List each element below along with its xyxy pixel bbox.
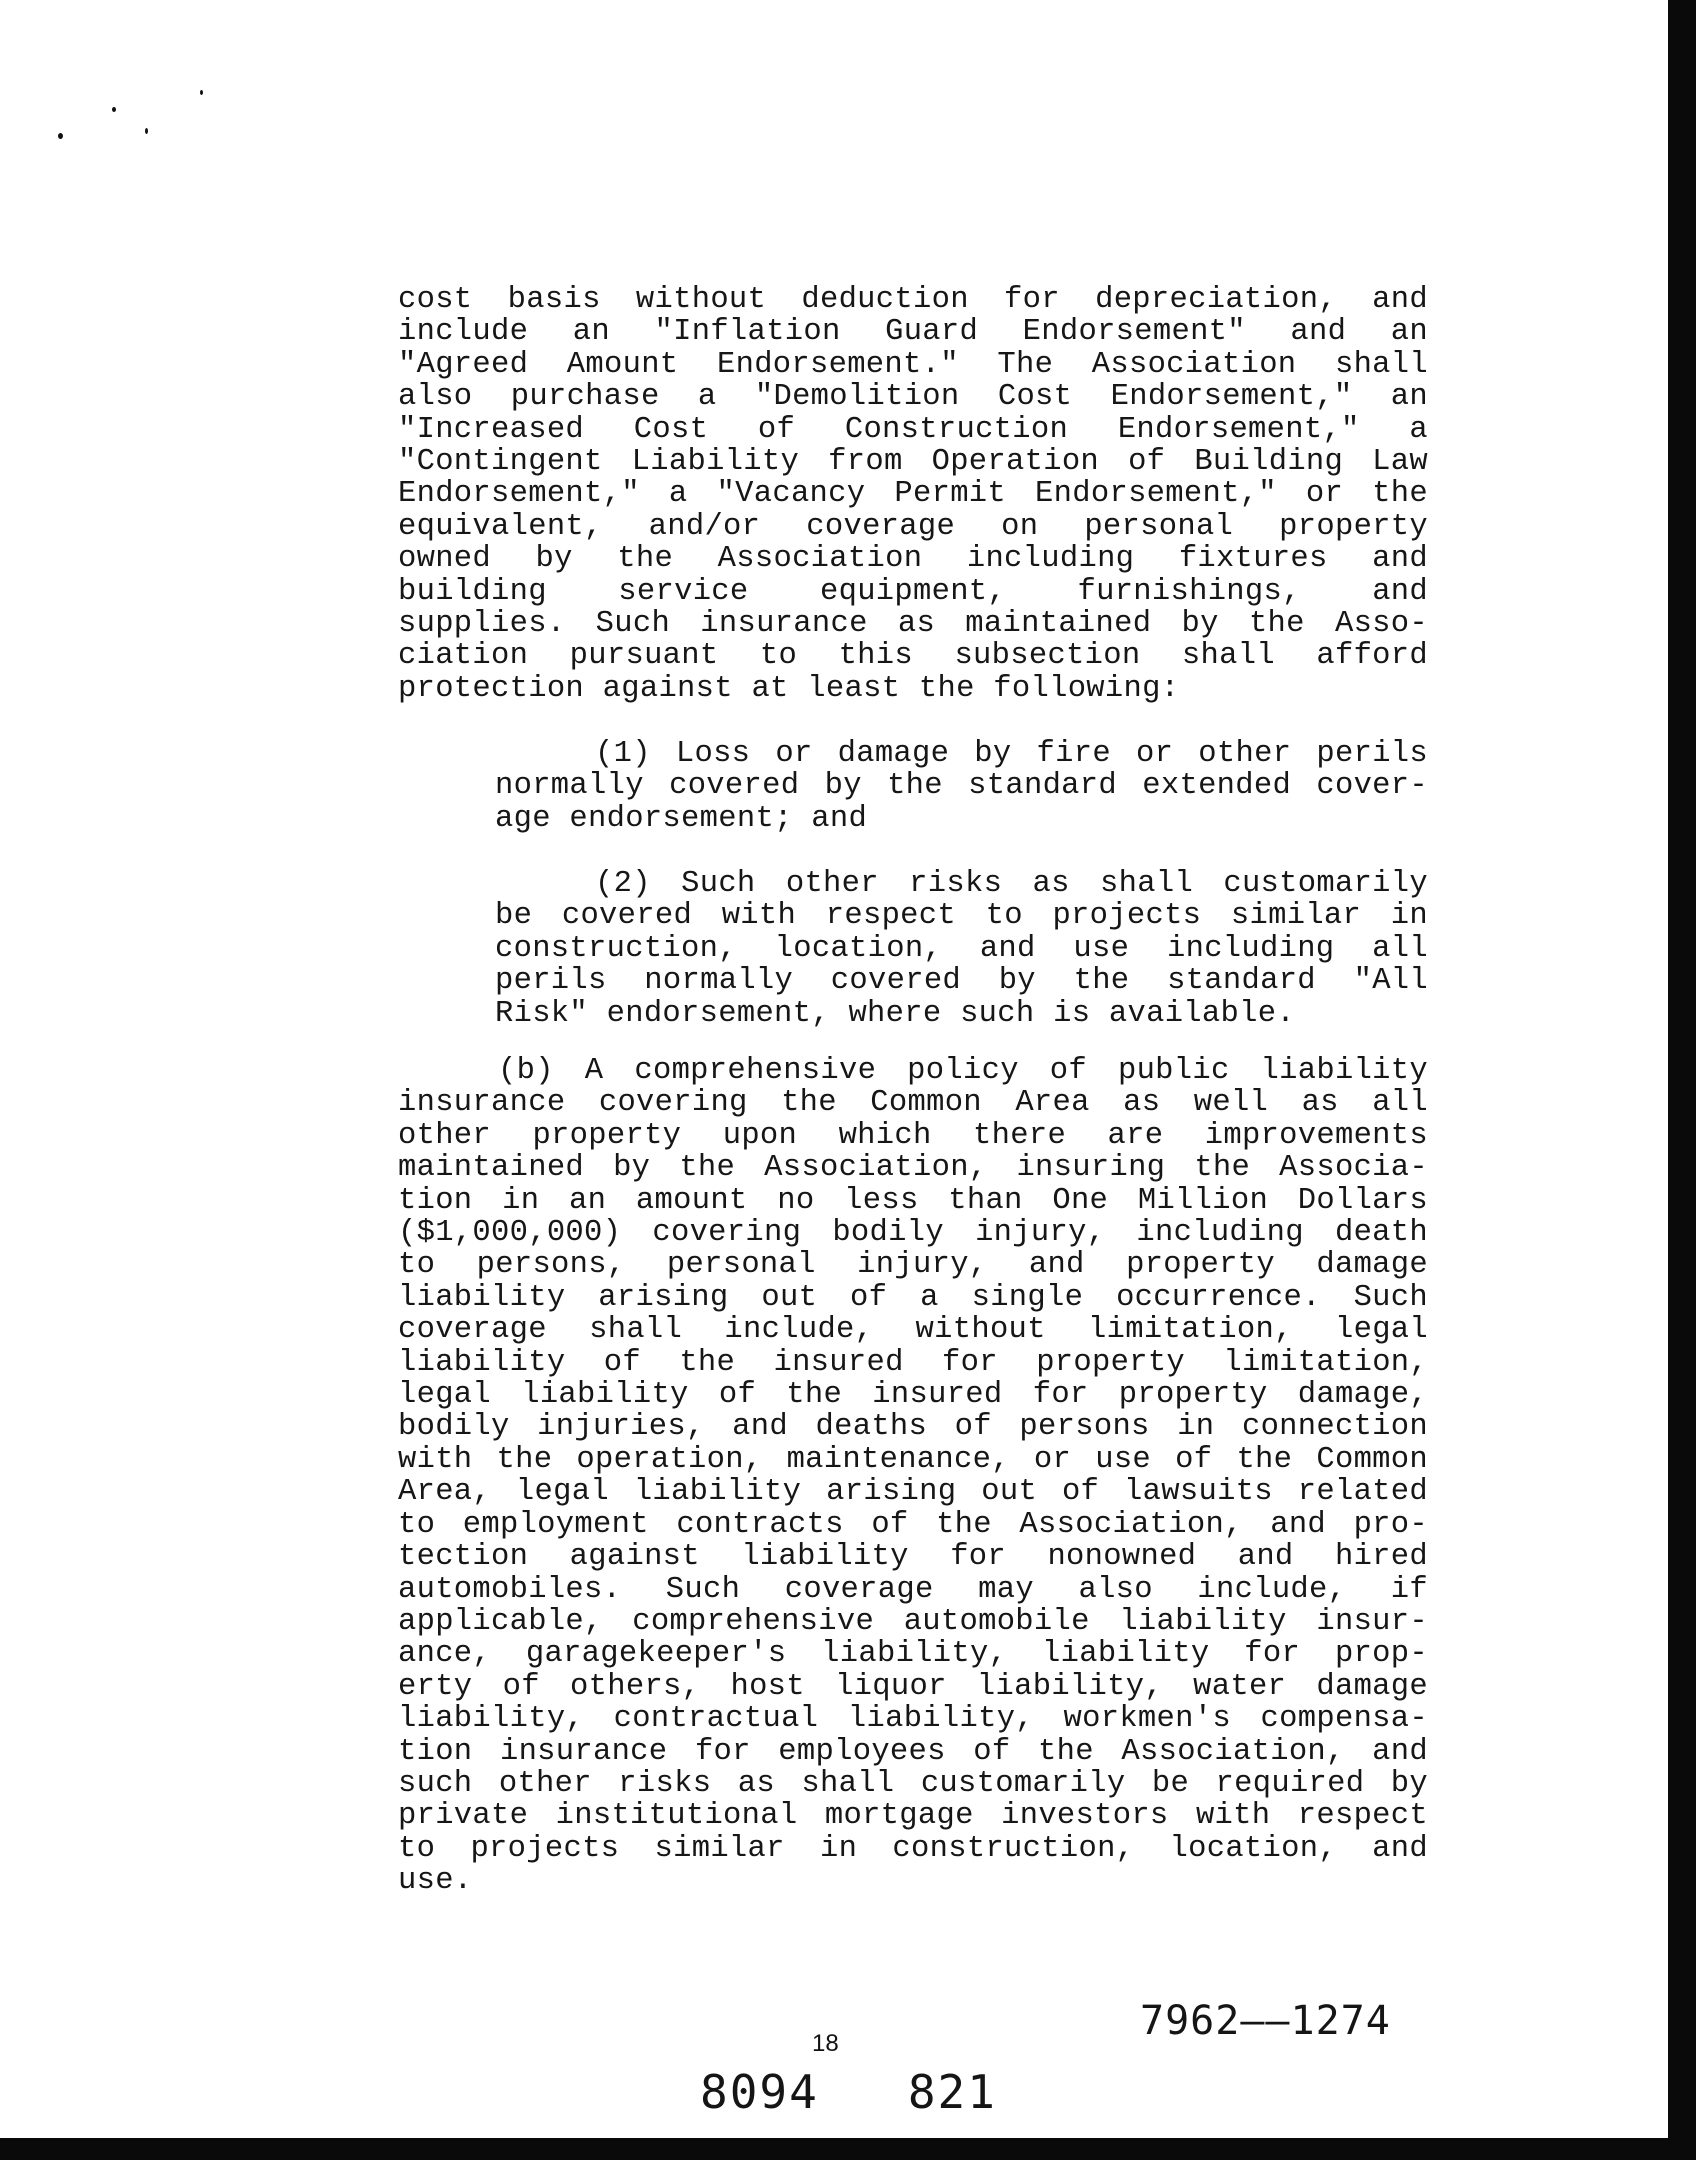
text-line: ciation pursuant to this subsection shall afford — [398, 639, 1428, 674]
text-line: supplies. Such insurance as maintained by the Asso- — [398, 607, 1428, 642]
text-line: erty of others, host liquor liability, water damage — [398, 1669, 1428, 1704]
scan-speck — [112, 107, 116, 112]
list-item-1 — [495, 738, 1428, 835]
text-line: perils normally covered by the standard "All — [495, 964, 1428, 999]
page-number: 18 — [812, 2030, 839, 2057]
text-line: equivalent, and/or coverage on personal property — [398, 509, 1428, 544]
text-line: "Contingent Liability from Operation of Building Law — [398, 445, 1428, 480]
text-line: to projects similar in construction, location, and — [398, 1831, 1428, 1866]
text-line: include an "Inflation Guard Endorsement" and an — [398, 315, 1428, 350]
text-line: normally covered by the standard extended cover- — [495, 769, 1428, 804]
text-line: tion insurance for employees of the Association, and — [398, 1734, 1428, 1769]
scan-border-bottom — [0, 2138, 1696, 2160]
scan-border-right — [1668, 0, 1696, 2160]
text-line: private institutional mortgage investors with respect — [398, 1799, 1428, 1834]
text-line: use. — [398, 1864, 473, 1899]
text-line: cost basis without deduction for depreciation, and — [398, 283, 1428, 317]
text-line: bodily injuries, and deaths of persons in connection — [398, 1410, 1428, 1445]
text-line: liability, contractual liability, workmen's compensa- — [398, 1702, 1428, 1737]
scan-speck — [58, 133, 63, 139]
text-line: (1) Loss or damage by fire or other perils — [595, 737, 1428, 771]
text-line: with the operation, maintenance, or use of the Common — [398, 1442, 1428, 1477]
text-line: "Increased Cost of Construction Endorsement," a — [398, 412, 1428, 447]
text-line: ($1,000,000) covering bodily injury, including death — [398, 1216, 1428, 1251]
text-line: liability arising out of a single occurrence. Such — [398, 1280, 1428, 1315]
document-code-left: 8094 821 — [700, 2065, 997, 2119]
text-line: maintained by the Association, insuring the Associa- — [398, 1151, 1428, 1186]
intro-paragraph — [398, 284, 1428, 705]
text-line: automobiles. Such coverage may also include, if — [398, 1572, 1428, 1607]
text-line: age endorsement; and — [495, 801, 868, 836]
text-line: building service equipment, furnishings, and — [398, 574, 1428, 609]
text-line: tion in an amount no less than One Million Dollars — [398, 1183, 1428, 1218]
text-line: liability of the insured for property limitation, — [398, 1345, 1428, 1380]
text-line: construction, location, and use including all — [495, 931, 1428, 966]
paragraph-b — [398, 1055, 1428, 1898]
text-line: Endorsement," a "Vacancy Permit Endorsement," or the — [398, 477, 1428, 512]
text-line: other property upon which there are improvements — [398, 1118, 1428, 1153]
text-line: also purchase a "Demolition Cost Endorsement," an — [398, 380, 1428, 415]
text-line: ance, garagekeeper's liability, liability for prop- — [398, 1637, 1428, 1672]
scan-speck — [200, 90, 203, 95]
text-line: to employment contracts of the Association, and pro- — [398, 1507, 1428, 1542]
text-line: protection against at least the following: — [398, 671, 1180, 706]
text-line: Area, legal liability arising out of lawsuits related — [398, 1475, 1428, 1510]
text-line: coverage shall include, without limitation, legal — [398, 1313, 1428, 1348]
text-line: to persons, personal injury, and property damage — [398, 1248, 1428, 1283]
text-line: (b) A comprehensive policy of public liability — [498, 1054, 1428, 1088]
text-line: insurance covering the Common Area as well as all — [398, 1086, 1428, 1121]
text-line: tection against liability for nonowned and hired — [398, 1540, 1428, 1575]
scan-speck — [145, 128, 148, 134]
text-line: Risk" endorsement, where such is available. — [495, 996, 1295, 1031]
text-line: legal liability of the insured for property damage, — [398, 1378, 1428, 1413]
text-line: "Agreed Amount Endorsement." The Association shall — [398, 347, 1428, 382]
text-line: be covered with respect to projects similar in — [495, 899, 1428, 934]
text-line: owned by the Association including fixtures and — [398, 542, 1428, 577]
document-code-right: 7962——1274 — [1140, 1998, 1391, 2044]
text-line: such other risks as shall customarily be required by — [398, 1766, 1428, 1801]
list-item-2 — [495, 868, 1428, 1030]
text-line: applicable, comprehensive automobile liability insur- — [398, 1604, 1428, 1639]
text-line: (2) Such other risks as shall customarily — [595, 867, 1428, 901]
